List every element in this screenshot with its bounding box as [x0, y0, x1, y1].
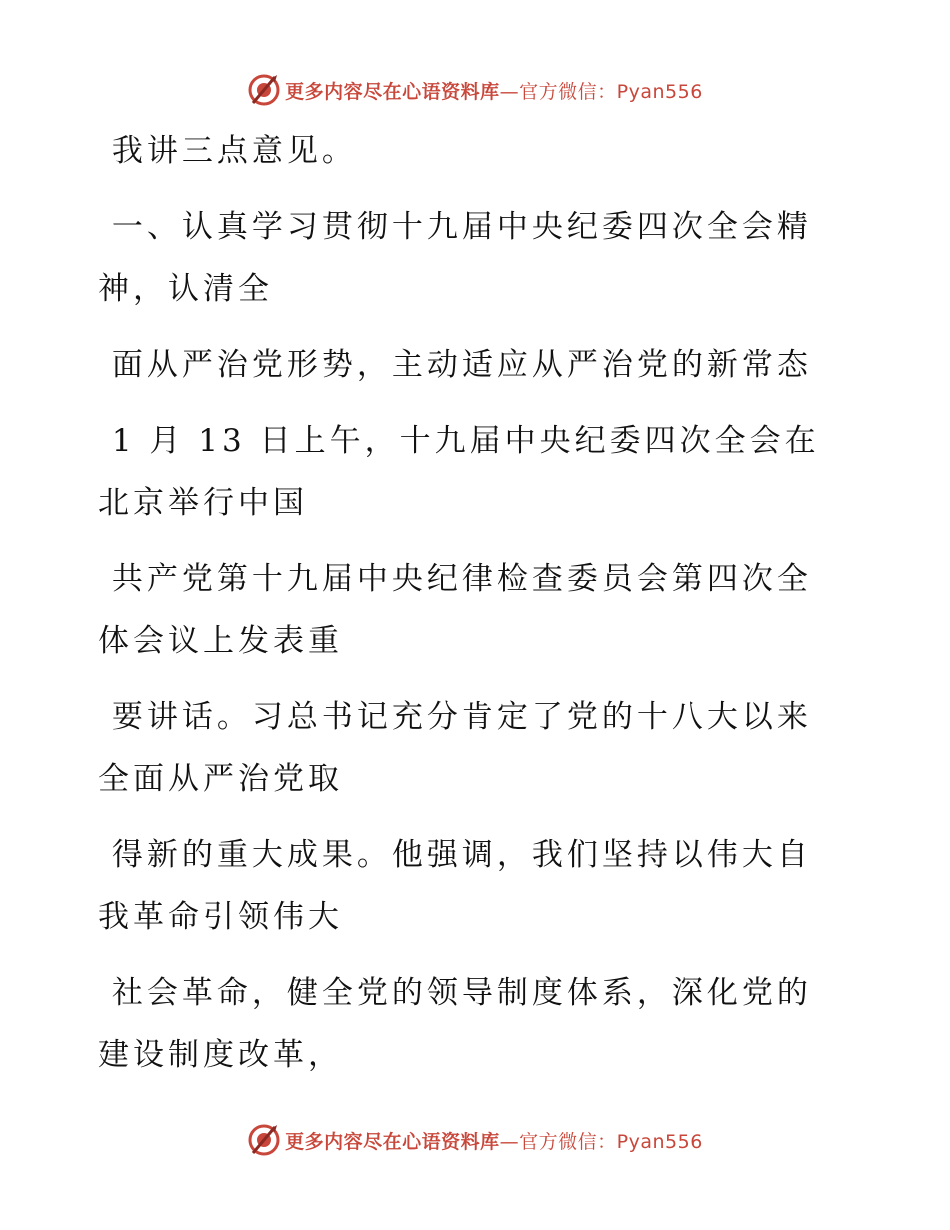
- paragraph-1: 我讲三点意见。: [98, 133, 357, 169]
- document-body: [98, 120, 838, 1086]
- watermark-header: [0, 68, 950, 112]
- paragraph-6: 要讲话。习总书记充分肯定了党的十八大以来全面从严治党取: [98, 699, 812, 797]
- paragraph-7: 得新的重大成果。他强调，我们坚持以伟大自我革命引领伟大: [98, 837, 812, 935]
- watermark-tail: —官方微信：Pyan556: [499, 1130, 703, 1153]
- pen-logo-icon: [247, 1123, 281, 1157]
- pen-logo-icon: [247, 73, 281, 107]
- watermark-footer: [0, 1118, 950, 1162]
- paragraph-5: 共产党第十九届中央纪律检查委员会第四次全体会议上发表重: [98, 561, 812, 659]
- paragraph-2: 一、认真学习贯彻十九届中央纪委四次全会精神，认清全: [98, 209, 812, 307]
- watermark-main: 更多内容尽在心语资料库: [285, 1130, 500, 1153]
- watermark-text: [285, 1127, 703, 1154]
- paragraph-3: 面从严治党形势，主动适应从严治党的新常态: [98, 347, 812, 383]
- watermark-tail: —官方微信：Pyan556: [499, 80, 703, 103]
- watermark-main: 更多内容尽在心语资料库: [285, 80, 500, 103]
- paragraph-4: 1 月 13 日上午，十九届中央纪委四次全会在北京举行中国: [98, 423, 820, 521]
- paragraph-8: 社会革命，健全党的领导制度体系，深化党的建设制度改革，: [98, 975, 812, 1073]
- watermark-text: [285, 77, 703, 104]
